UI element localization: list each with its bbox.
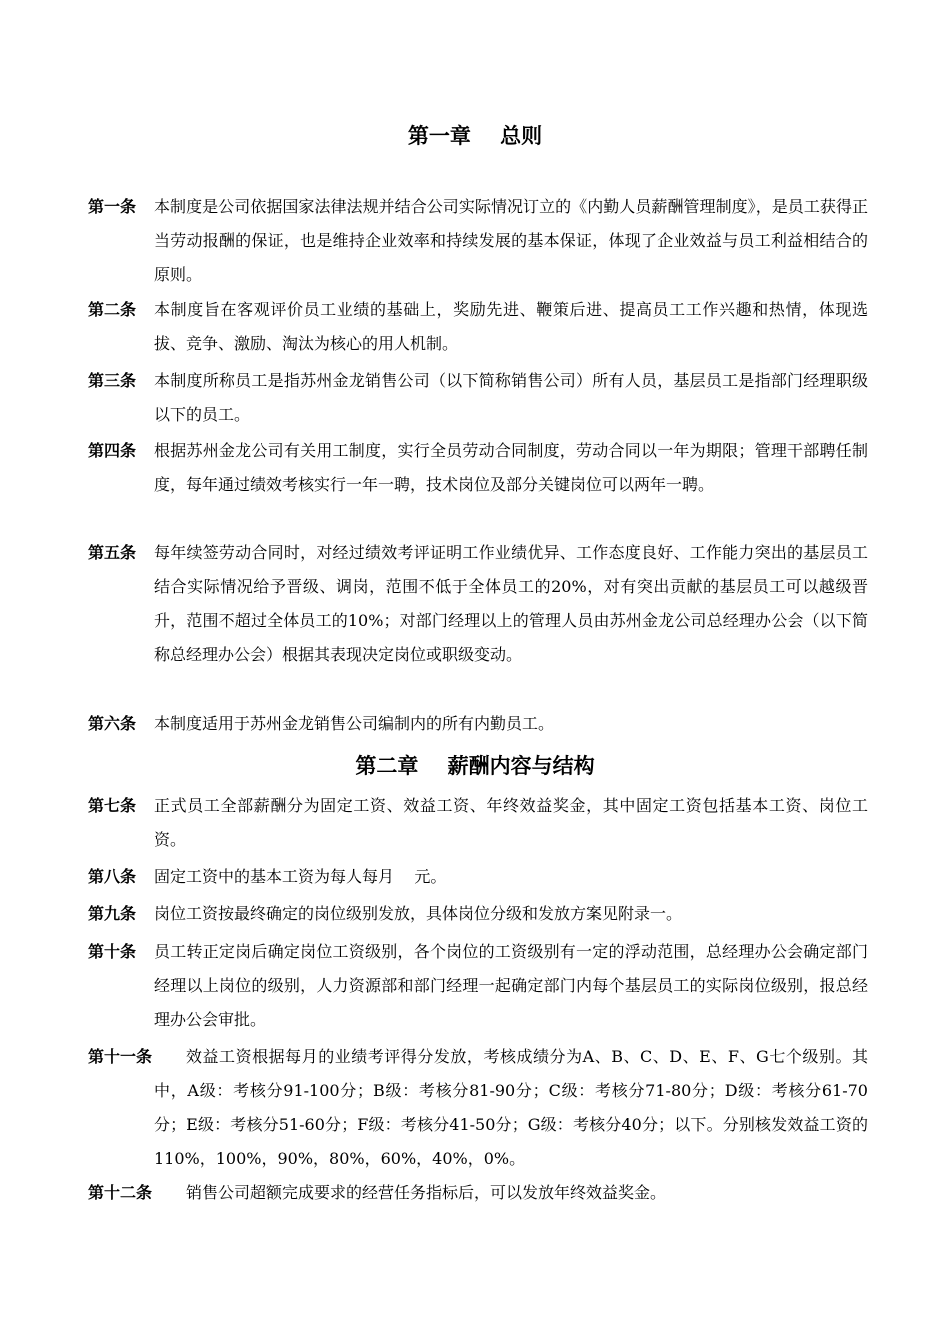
article-text: 员工转正定岗后确定岗位工资级别，各个岗位的工资级别有一定的浮动范围，总经理办公会确定部门经理以上岗位的级别，人力资源部和部门经理一起确定部门内每个基层员工的实际岗位级别，报总经理办公会审批。 bbox=[154, 942, 868, 1029]
article-label: 第十一条 bbox=[88, 1047, 153, 1066]
article-5 bbox=[88, 536, 868, 672]
article-label: 第九条 bbox=[88, 904, 137, 923]
article-text: 本制度旨在客观评价员工业绩的基础上，奖励先进、鞭策后进、提高员工工作兴趣和热情，体现选拔、竞争、激励、淘汰为核心的用人机制。 bbox=[154, 300, 868, 353]
article-label: 第十条 bbox=[88, 942, 137, 961]
article-text: 本制度是公司依据国家法律法规并结合公司实际情况订立的《内勤人员薪酬管理制度》，是员工获得正当劳动报酬的保证，也是维持企业效率和持续发展的基本保证，体现了企业效益与员工利益相结合的原则。 bbox=[154, 197, 868, 284]
article-text: 本制度所称员工是指苏州金龙销售公司（以下简称销售公司）所有人员，基层员工是指部门经理职级以下的员工。 bbox=[154, 371, 868, 424]
article-label: 第二条 bbox=[88, 300, 137, 319]
article-label: 第五条 bbox=[88, 543, 137, 562]
article-text: 销售公司超额完成要求的经营任务指标后，可以发放年终效益奖金。 bbox=[186, 1183, 667, 1202]
article-label: 第十二条 bbox=[88, 1183, 153, 1202]
article-text: 固定工资中的基本工资为每人每月 元。 bbox=[154, 867, 447, 886]
article-text: 正式员工全部薪酬分为固定工资、效益工资、年终效益奖金，其中固定工资包括基本工资、岗位工资。 bbox=[154, 796, 868, 849]
article-text: 本制度适用于苏州金龙销售公司编制内的所有内勤员工。 bbox=[154, 714, 555, 733]
chapter-1-title: 第一章 总则 bbox=[407, 124, 543, 148]
article-2 bbox=[88, 293, 868, 361]
article-text: 效益工资根据每月的业绩考评得分发放，考核成绩分为A、B、C、D、E、F、G七个级别。其中，A级：考核分91-100分；B级：考核分81-90分；C级：考核分71-80分；D级：考核分61-70分；E级：考核分51-60分；F级：考核分41-50分；G级：考核分40分；以下。分别核发效益工资的110%，100%，90%，80%，60%，40%，0%。 bbox=[154, 1047, 868, 1168]
article-4 bbox=[88, 434, 868, 502]
article-label: 第一条 bbox=[88, 197, 137, 216]
article-9 bbox=[88, 897, 868, 931]
article-text: 每年续签劳动合同时，对经过绩效考评证明工作业绩优异、工作态度良好、工作能力突出的基层员工结合实际情况给予晋级、调岗，范围不低于全体员工的20%，对有突出贡献的基层员工可以越级晋升，范围不超过全体员工的10%；对部门经理以上的管理人员由苏州金龙公司总经理办公会（以下简称总经理办公会）根据其表现决定岗位或职级变动。 bbox=[154, 543, 868, 664]
article-label: 第七条 bbox=[88, 796, 137, 815]
article-label: 第四条 bbox=[88, 441, 137, 460]
article-label: 第六条 bbox=[88, 714, 137, 733]
article-text: 岗位工资按最终确定的岗位级别发放，具体岗位分级和发放方案见附录一。 bbox=[154, 904, 683, 923]
article-label: 第八条 bbox=[88, 867, 137, 886]
article-11 bbox=[88, 1040, 868, 1176]
chapter-2-title: 第二章 薪酬内容与结构 bbox=[355, 754, 595, 778]
article-7 bbox=[88, 789, 868, 857]
article-label: 第三条 bbox=[88, 371, 137, 390]
article-12 bbox=[88, 1176, 868, 1210]
article-8 bbox=[88, 860, 868, 894]
article-3 bbox=[88, 364, 868, 432]
article-6 bbox=[88, 707, 868, 741]
article-10 bbox=[88, 935, 868, 1037]
article-text: 根据苏州金龙公司有关用工制度，实行全员劳动合同制度，劳动合同以一年为期限；管理干部聘任制度，每年通过绩效考核实行一年一聘，技术岗位及部分关键岗位可以两年一聘。 bbox=[154, 441, 868, 494]
article-1 bbox=[88, 190, 868, 292]
